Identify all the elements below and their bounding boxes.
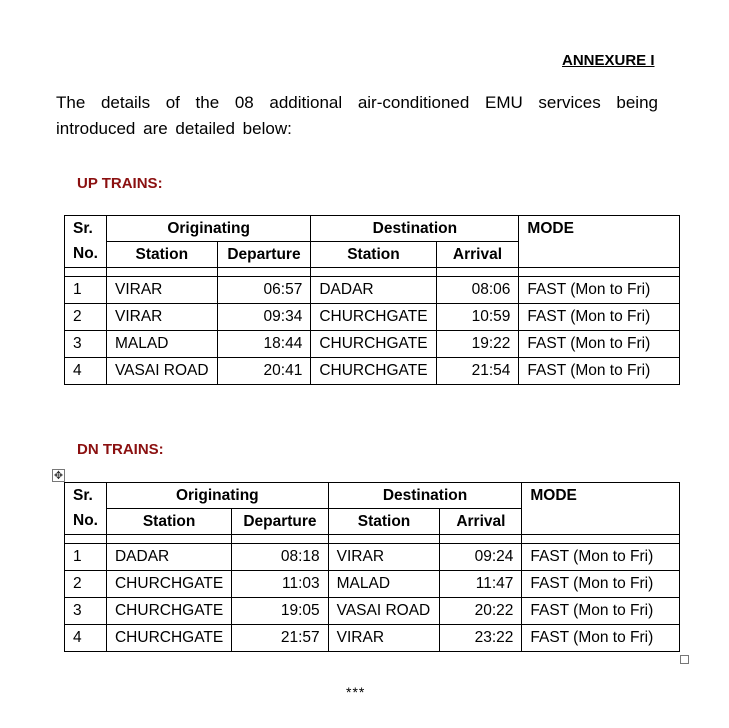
mode-header: MODE	[522, 483, 680, 509]
origin-station-cell: CHURCHGATE	[106, 625, 231, 652]
arrival-cell: 09:24	[440, 544, 522, 571]
mode-cell: FAST (Mon to Fri)	[519, 304, 680, 331]
sr-cell: 1	[65, 277, 107, 304]
sr-cell: 1	[65, 544, 107, 571]
departure-cell: 20:41	[217, 358, 311, 385]
arrival-cell: 19:22	[436, 331, 519, 358]
mode-cell: FAST (Mon to Fri)	[519, 358, 680, 385]
mode-cell: FAST (Mon to Fri)	[519, 331, 680, 358]
destination-station-cell: VIRAR	[328, 544, 440, 571]
destination-header: Destination	[311, 216, 519, 242]
destination-station-cell: VASAI ROAD	[328, 598, 440, 625]
origin-station-cell: MALAD	[106, 331, 217, 358]
departure-header: Departure	[217, 242, 311, 268]
table-row	[65, 277, 680, 304]
mode-cell: FAST (Mon to Fri)	[522, 571, 680, 598]
sr-cell: 4	[65, 625, 107, 652]
mode-header: MODE	[519, 216, 680, 242]
originating-header: Originating	[106, 483, 328, 509]
mode-header-blank	[522, 509, 680, 535]
origin-station-cell: VIRAR	[106, 277, 217, 304]
table-row	[65, 625, 680, 652]
originating-header: Originating	[106, 216, 310, 242]
table-row	[65, 598, 680, 625]
sr-cell: 4	[65, 358, 107, 385]
origin-station-cell: VASAI ROAD	[106, 358, 217, 385]
arrival-cell: 10:59	[436, 304, 519, 331]
table-row	[65, 331, 680, 358]
intro-paragraph: The details of the 08 additional air-conditioned EMU services being introduced are detailed below:	[56, 93, 658, 138]
sr-cell: 2	[65, 304, 107, 331]
table-header-row	[65, 483, 680, 509]
no-header: No.	[65, 509, 107, 535]
dn-trains-table	[64, 482, 680, 652]
destination-station-cell: VIRAR	[328, 625, 440, 652]
header-spacer-row	[65, 535, 680, 544]
table-row	[65, 304, 680, 331]
destination-station-cell: MALAD	[328, 571, 440, 598]
sr-header: Sr.	[65, 483, 107, 509]
table-resize-handle-icon[interactable]	[680, 655, 689, 664]
arrival-cell: 20:22	[440, 598, 522, 625]
destination-station-cell: DADAR	[311, 277, 436, 304]
departure-cell: 21:57	[232, 625, 328, 652]
arrival-cell: 21:54	[436, 358, 519, 385]
destination-header: Destination	[328, 483, 522, 509]
table-row	[65, 544, 680, 571]
end-mark: ***	[346, 684, 366, 700]
mode-cell: FAST (Mon to Fri)	[522, 598, 680, 625]
table-header-row	[65, 216, 680, 242]
header-spacer-row	[65, 268, 680, 277]
sr-cell: 3	[65, 331, 107, 358]
destination-station-header: Station	[311, 242, 436, 268]
departure-cell: 06:57	[217, 277, 311, 304]
destination-station-header: Station	[328, 509, 440, 535]
no-header: No.	[65, 242, 107, 268]
departure-header: Departure	[232, 509, 328, 535]
table-row	[65, 571, 680, 598]
origin-station-cell: VIRAR	[106, 304, 217, 331]
arrival-header: Arrival	[440, 509, 522, 535]
sr-header: Sr.	[65, 216, 107, 242]
table-row	[65, 358, 680, 385]
origin-station-cell: CHURCHGATE	[106, 571, 231, 598]
arrival-header: Arrival	[436, 242, 519, 268]
origin-station-cell: DADAR	[106, 544, 231, 571]
dn-trains-title: DN TRAINS:	[77, 441, 164, 458]
destination-station-cell: CHURCHGATE	[311, 331, 436, 358]
origin-station-header: Station	[106, 242, 217, 268]
mode-cell: FAST (Mon to Fri)	[519, 277, 680, 304]
departure-cell: 08:18	[232, 544, 328, 571]
table-subheader-row	[65, 242, 680, 268]
up-trains-title: UP TRAINS:	[77, 175, 163, 192]
arrival-cell: 08:06	[436, 277, 519, 304]
table-move-handle-icon[interactable]: ✥	[53, 469, 64, 482]
mode-cell: FAST (Mon to Fri)	[522, 544, 680, 571]
annexure-title: ANNEXURE I	[562, 52, 655, 69]
departure-cell: 09:34	[217, 304, 311, 331]
origin-station-cell: CHURCHGATE	[106, 598, 231, 625]
table-subheader-row	[65, 509, 680, 535]
departure-cell: 18:44	[217, 331, 311, 358]
mode-header-blank	[519, 242, 680, 268]
up-trains-table	[64, 215, 680, 385]
mode-cell: FAST (Mon to Fri)	[522, 625, 680, 652]
sr-cell: 2	[65, 571, 107, 598]
departure-cell: 11:03	[232, 571, 328, 598]
origin-station-header: Station	[106, 509, 231, 535]
sr-cell: 3	[65, 598, 107, 625]
destination-station-cell: CHURCHGATE	[311, 358, 436, 385]
arrival-cell: 11:47	[440, 571, 522, 598]
arrival-cell: 23:22	[440, 625, 522, 652]
destination-station-cell: CHURCHGATE	[311, 304, 436, 331]
departure-cell: 19:05	[232, 598, 328, 625]
